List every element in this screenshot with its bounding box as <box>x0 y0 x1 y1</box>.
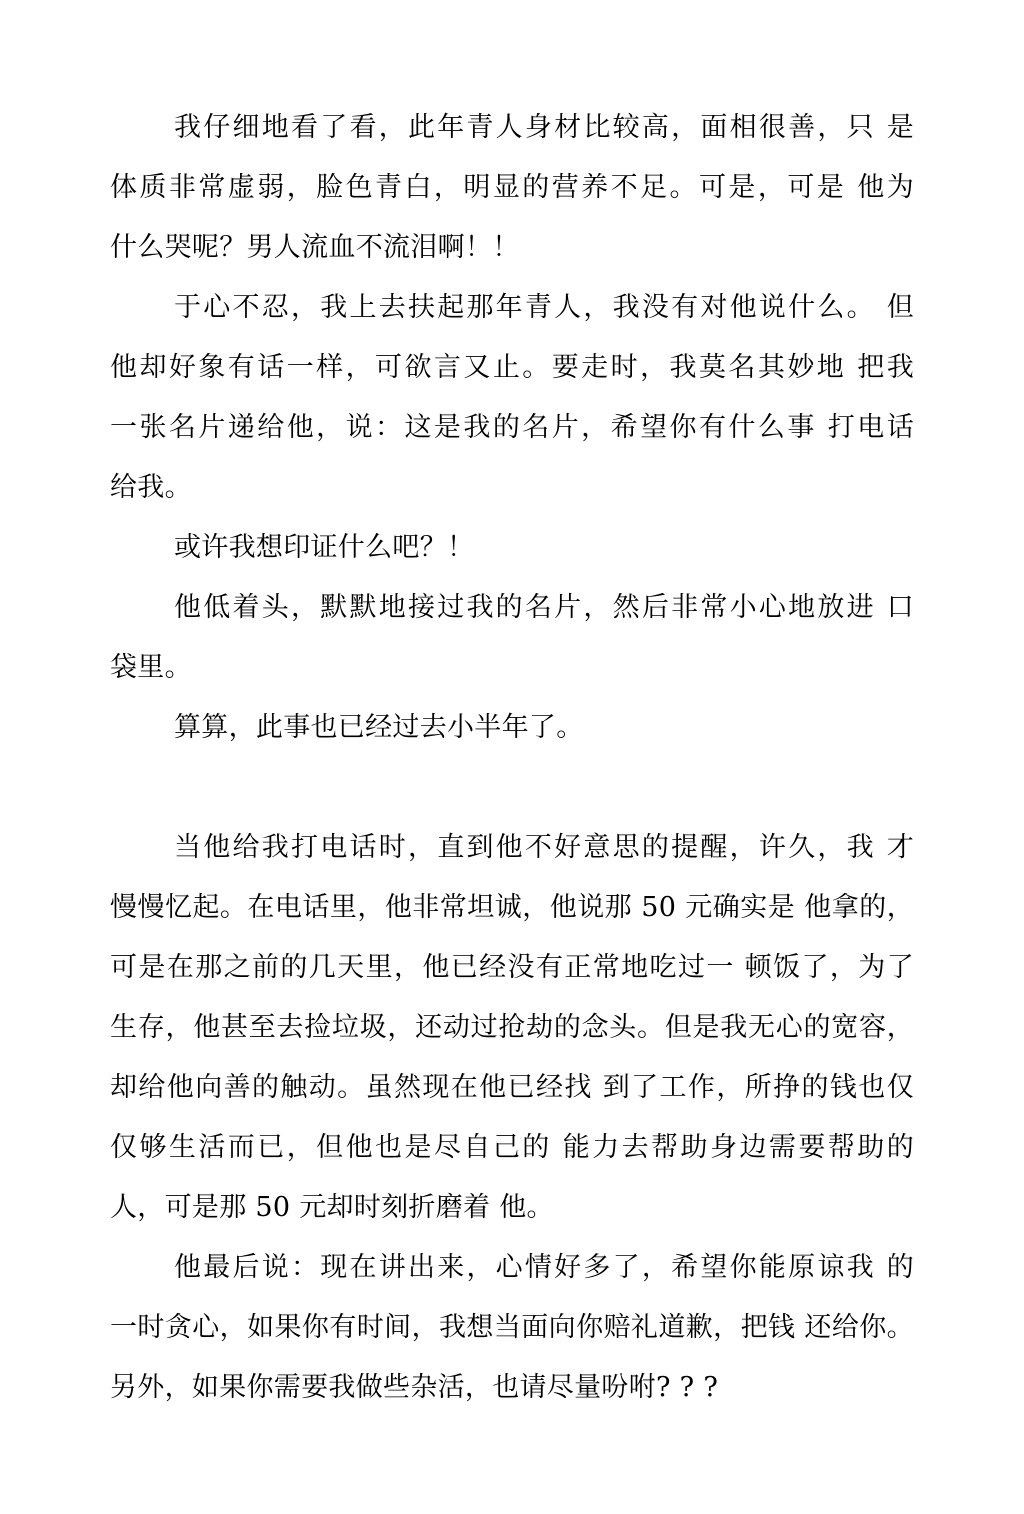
paragraph-1-line-3: 什么哭呢？男人流血不流泪啊！！ <box>110 232 520 263</box>
paragraph-6-line-6: 仅够生活而已，但他也是尽自己的 能力去帮助身边需要帮助的 <box>110 1132 914 1163</box>
paragraph-1-line-1: 我仔细地看了看，此年青人身材比较高，面相很善，只 是 <box>174 112 914 143</box>
paragraph-4-line-1: 他低着头，默默地接过我的名片，然后非常小心地放进 口 <box>174 592 914 623</box>
paragraph-2-line-3: 一张名片递给他，说：这是我的名片，希望你有什么事 打电话 <box>110 412 914 443</box>
paragraph-2-line-2: 他却好象有话一样，可欲言又止。要走时，我莫名其妙地 把我 <box>110 352 914 383</box>
paragraph-4-line-2: 袋里。 <box>110 652 192 683</box>
paragraph-2-line-1: 于心不忍，我上去扶起那年青人，我没有对他说什么。 但 <box>174 292 914 323</box>
paragraph-1-line-2: 体质非常虚弱，脸色青白，明显的营养不足。可是，可是 他为 <box>110 172 914 203</box>
paragraph-7-line-3: 另外，如果你需要我做些杂活，也请尽量吩咐? ? ? <box>110 1372 719 1403</box>
paragraph-7-line-2: 一时贪心，如果你有时间，我想当面向你赔礼道歉，把钱 还给你。 <box>110 1312 914 1343</box>
paragraph-6-line-4: 生存，他甚至去捡垃圾，还动过抢劫的念头。但是我无心的宽容， <box>110 1012 914 1043</box>
paragraph-6-line-7: 人，可是那 50 元却时刻折磨着 他。 <box>110 1192 554 1223</box>
paragraph-2-line-4: 给我。 <box>110 472 192 503</box>
paragraph-6-line-5: 却给他向善的触动。虽然现在他已经找 到了工作，所挣的钱也仅 <box>110 1072 914 1103</box>
paragraph-6-line-2: 慢慢忆起。在电话里，他非常坦诚，他说那 50 元确实是 他拿的， <box>110 892 914 923</box>
paragraph-3-line-1: 或许我想印证什么吧？！ <box>174 532 475 563</box>
paragraph-7-line-1: 他最后说：现在讲出来，心情好多了，希望你能原谅我 的 <box>174 1252 914 1283</box>
paragraph-6-line-1: 当他给我打电话时，直到他不好意思的提醒，许久，我 才 <box>174 832 914 863</box>
paragraph-6-line-3: 可是在那之前的几天里，他已经没有正常地吃过一 顿饭了，为了 <box>110 952 914 983</box>
paragraph-5-line-1: 算算，此事也已经过去小半年了。 <box>174 712 584 743</box>
